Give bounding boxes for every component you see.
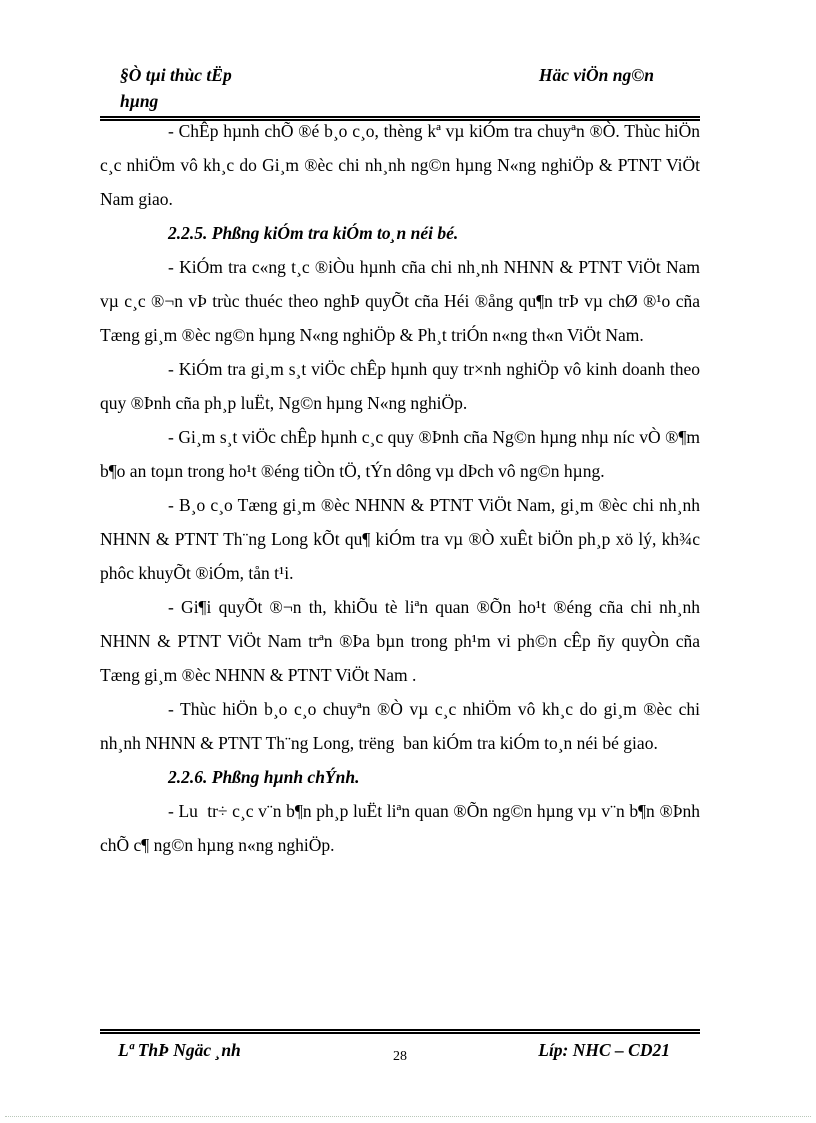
header-title-right: Häc viÖn ng©n (538, 65, 654, 85)
page-number: 28 (393, 1049, 407, 1064)
body-paragraph: - KiÓm tra c«ng t¸c ®iÒu hµnh cña chi nh¸nh NHNN & PTNT ViÖt Nam vµ c¸c ®¬n vÞ trùc thuéc theo nghÞ quyÕt cña Héi ®ång qu¶n trÞ vµ chØ ®¹o cña Tæng gi¸m ®èc ng©n hµng N«ng nghiÖp & Ph¸t triÓn n«ng th«n ViÖt Nam. (100, 257, 705, 345)
body-paragraph: - KiÓm tra gi¸m s¸t viÖc chÊp hµnh quy tr×nh nghiÖp vô kinh doanh theo quy ®Þnh cña ph¸p luËt, Ng©n hµng N«ng nghiÖp. (100, 359, 705, 413)
footer-rule (100, 1029, 700, 1034)
body-paragraph: - B¸o c¸o Tæng gi¸m ®èc NHNN & PTNT ViÖt Nam, gi¸m ®èc chi nh¸nh NHNN & PTNT Th¨ng Long kÕt qu¶ kiÓm tra vµ ®Ò xuÊt biÖn ph¸p xö lý, kh¾c phôc khuyÕt ®iÓm, tån t¹i. (100, 495, 705, 583)
page-bottom-dotted-line (5, 1116, 811, 1117)
body-paragraph: - Lu tr÷ c¸c v¨n b¶n ph¸p luËt liªn quan ®Õn ng©n hµng vµ v¨n b¶n ®Þnh chÕ c¶ ng©n hµng n«ng nghiÖp. (100, 801, 705, 855)
footer-author: Lª ThÞ Ngäc ¸nh (118, 1040, 241, 1060)
body-paragraph: - Gi¸m s¸t viÖc chÊp hµnh c¸c quy ®Þnh cña Ng©n hµng nhµ níc vÒ ®¶m b¶o an toµn trong ho¹t ®éng tiÒn tÖ, tÝn dông vµ dÞch vô ng©n hµng. (100, 427, 705, 481)
section-heading: 2.2.5. Phßng kiÓm tra kiÓm to¸n néi bé. (168, 223, 459, 243)
header-title-wrap: hµng (120, 91, 159, 111)
body-paragraph: - ChÊp hµnh chÕ ®é b¸o c¸o, thèng kª vµ kiÓm tra chuyªn ®Ò. Thùc hiÖn c¸c nhiÖm vô kh¸c do Gi¸m ®èc chi nh¸nh ng©n hµng N«ng nghiÖp & PTNT ViÖt Nam giao. (100, 121, 705, 209)
body-paragraph: - Gi¶i quyÕt ®¬n th, khiÕu tè liªn quan ®Õn ho¹t ®éng cña chi nh¸nh NHNN & PTNT ViÖt Nam trªn ®Þa bµn trong ph¹m vi ph©n cÊp ñy quyÒn cña Tæng gi¸m ®èc NHNN & PTNT ViÖt Nam . (100, 597, 705, 685)
page-header (100, 62, 700, 121)
header-line-1 (100, 62, 700, 89)
document-body (100, 114, 705, 862)
section-heading: 2.2.6. Phßng hµnh chÝnh. (168, 767, 360, 787)
body-paragraph: - Thùc hiÖn b¸o c¸o chuyªn ®Ò vµ c¸c nhiÖm vô kh¸c do gi¸m ®èc chi nh¸nh NHNN & PTNT Th¨ng Long, trëng ban kiÓm tra kiÓm to¸n néi bé giao. (100, 699, 705, 753)
footer-class-label: Líp: NHC – CD21 (538, 1040, 670, 1060)
header-title-left: §Ò tµi thùc tËp (120, 65, 232, 85)
